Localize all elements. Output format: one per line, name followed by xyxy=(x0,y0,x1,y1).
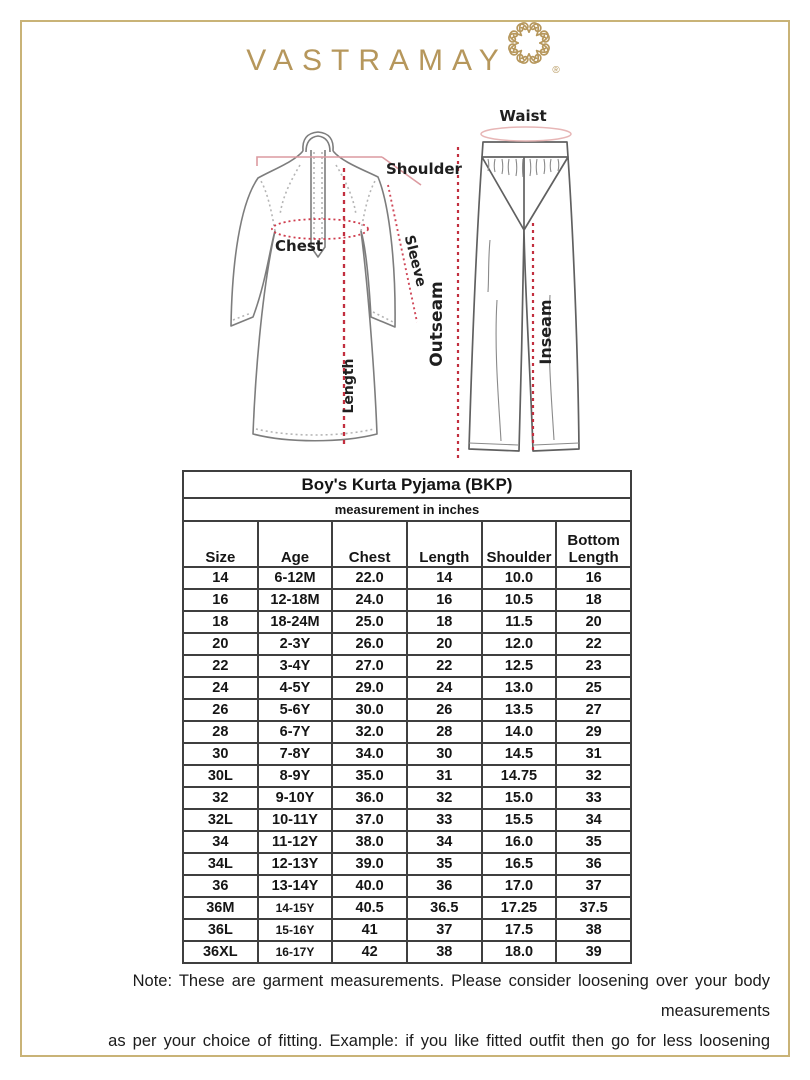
table-cell: 34 xyxy=(183,831,258,853)
table-title: Boy's Kurta Pyjama (BKP) xyxy=(183,471,631,498)
table-cell: 35 xyxy=(556,831,631,853)
sleeve-label: Sleeve xyxy=(400,233,429,289)
table-cell: 39.0 xyxy=(332,853,407,875)
table-cell: 6-12M xyxy=(258,567,333,589)
waist-line xyxy=(481,127,571,141)
table-cell: 27 xyxy=(556,699,631,721)
table-cell: 16-17Y xyxy=(258,941,333,963)
table-cell: 29.0 xyxy=(332,677,407,699)
table-cell: 38 xyxy=(407,941,482,963)
shoulder-label: Shoulder xyxy=(386,160,462,178)
table-cell: 22 xyxy=(183,655,258,677)
pyjama-outline xyxy=(469,142,579,451)
table-body xyxy=(183,567,631,963)
table-cell: 32L xyxy=(183,809,258,831)
table-row xyxy=(183,699,631,721)
table-cell: 38 xyxy=(556,919,631,941)
table-cell: 14.0 xyxy=(482,721,557,743)
chest-label: Chest xyxy=(275,237,323,255)
table-cell: 6-7Y xyxy=(258,721,333,743)
table-cell: 34.0 xyxy=(332,743,407,765)
table-cell: 24 xyxy=(183,677,258,699)
table-cell: 14.75 xyxy=(482,765,557,787)
table-cell: 17.25 xyxy=(482,897,557,919)
table-cell: 22 xyxy=(407,655,482,677)
table-cell: 40.0 xyxy=(332,875,407,897)
table-cell: 10.0 xyxy=(482,567,557,589)
table-cell: 20 xyxy=(183,633,258,655)
table-cell: 32 xyxy=(407,787,482,809)
table-cell: 33 xyxy=(556,787,631,809)
brand-logo xyxy=(246,44,560,78)
table-cell: 10-11Y xyxy=(258,809,333,831)
table-cell: 37 xyxy=(556,875,631,897)
table-cell: 13-14Y xyxy=(258,875,333,897)
table-cell: 36 xyxy=(183,875,258,897)
note-line-1: Note: These are garment measurements. Please consider loosening over your body measurements xyxy=(132,972,770,1020)
registered-trademark-symbol: ® xyxy=(552,65,560,76)
table-row xyxy=(183,677,631,699)
table-cell: 34 xyxy=(407,831,482,853)
table-cell: 32 xyxy=(556,765,631,787)
table-row xyxy=(183,633,631,655)
note-text xyxy=(40,966,770,1056)
length-label: Length xyxy=(341,358,357,414)
table-cell: 16 xyxy=(556,567,631,589)
table-cell: 15.0 xyxy=(482,787,557,809)
table-row xyxy=(183,787,631,809)
table-header-row xyxy=(183,521,631,567)
table-cell: 30.0 xyxy=(332,699,407,721)
table-row xyxy=(183,655,631,677)
table-row xyxy=(183,567,631,589)
table-cell: 31 xyxy=(556,743,631,765)
table-cell: 2-3Y xyxy=(258,633,333,655)
brand-header xyxy=(0,44,810,78)
table-row xyxy=(183,831,631,853)
table-row xyxy=(183,721,631,743)
table-cell: 12.5 xyxy=(482,655,557,677)
table-cell: 18-24M xyxy=(258,611,333,633)
table-cell: 26 xyxy=(407,699,482,721)
table-cell: 17.5 xyxy=(482,919,557,941)
table-cell: 36M xyxy=(183,897,258,919)
waist-label: Waist xyxy=(499,107,547,125)
table-cell: 16.5 xyxy=(482,853,557,875)
table-cell: 30 xyxy=(183,743,258,765)
table-row xyxy=(183,743,631,765)
table-cell: 14 xyxy=(183,567,258,589)
table-title-row xyxy=(183,471,631,498)
table-cell: 13.0 xyxy=(482,677,557,699)
table-cell: 5-6Y xyxy=(258,699,333,721)
table-cell: 35 xyxy=(407,853,482,875)
table-cell: 26 xyxy=(183,699,258,721)
table-subtitle: measurement in inches xyxy=(183,498,631,521)
table-row xyxy=(183,611,631,633)
table-cell: 16 xyxy=(407,589,482,611)
kurta-outline xyxy=(231,132,395,441)
brand-name: VASTRAMAY xyxy=(246,44,508,77)
table-cell: 37 xyxy=(407,919,482,941)
table-cell: 12-18M xyxy=(258,589,333,611)
table-cell: 22 xyxy=(556,633,631,655)
table-cell: 31 xyxy=(407,765,482,787)
table-cell: 12-13Y xyxy=(258,853,333,875)
table-cell: 25 xyxy=(556,677,631,699)
table-cell: 38.0 xyxy=(332,831,407,853)
floral-mandala-icon xyxy=(504,18,554,68)
table-row xyxy=(183,853,631,875)
table-cell: 15-16Y xyxy=(258,919,333,941)
table-cell: 39 xyxy=(556,941,631,963)
table-cell: 36.0 xyxy=(332,787,407,809)
table-cell: 23 xyxy=(556,655,631,677)
column-header-chest: Chest xyxy=(332,521,407,567)
column-header-size: Size xyxy=(183,521,258,567)
table-cell: 34 xyxy=(556,809,631,831)
table-cell: 20 xyxy=(407,633,482,655)
size-chart-table xyxy=(182,470,632,964)
table-cell: 13.5 xyxy=(482,699,557,721)
table-cell: 7-8Y xyxy=(258,743,333,765)
table-cell: 8-9Y xyxy=(258,765,333,787)
table-cell: 42 xyxy=(332,941,407,963)
table-cell: 11-12Y xyxy=(258,831,333,853)
table-cell: 35.0 xyxy=(332,765,407,787)
table-row xyxy=(183,875,631,897)
table-cell: 18 xyxy=(556,589,631,611)
table-row xyxy=(183,765,631,787)
table-row xyxy=(183,589,631,611)
table-cell: 36 xyxy=(556,853,631,875)
table-cell: 33 xyxy=(407,809,482,831)
inseam-label: Inseam xyxy=(536,299,555,365)
table-cell: 14-15Y xyxy=(258,897,333,919)
table-cell: 32 xyxy=(183,787,258,809)
table-cell: 36.5 xyxy=(407,897,482,919)
table-cell: 37.5 xyxy=(556,897,631,919)
measurement-diagram xyxy=(180,100,650,470)
table-cell: 11.5 xyxy=(482,611,557,633)
table-cell: 9-10Y xyxy=(258,787,333,809)
table-cell: 4-5Y xyxy=(258,677,333,699)
table-row xyxy=(183,897,631,919)
table-cell: 36XL xyxy=(183,941,258,963)
table-row xyxy=(183,809,631,831)
column-header-shoulder: Shoulder xyxy=(482,521,557,567)
table-cell: 34L xyxy=(183,853,258,875)
table-cell: 22.0 xyxy=(332,567,407,589)
table-cell: 14 xyxy=(407,567,482,589)
table-cell: 28 xyxy=(407,721,482,743)
table-cell: 32.0 xyxy=(332,721,407,743)
table-cell: 3-4Y xyxy=(258,655,333,677)
table-row xyxy=(183,919,631,941)
table-cell: 29 xyxy=(556,721,631,743)
table-cell: 18 xyxy=(407,611,482,633)
table-cell: 36 xyxy=(407,875,482,897)
table-cell: 20 xyxy=(556,611,631,633)
table-cell: 41 xyxy=(332,919,407,941)
table-cell: 16.0 xyxy=(482,831,557,853)
table-cell: 24.0 xyxy=(332,589,407,611)
table-cell: 25.0 xyxy=(332,611,407,633)
table-subtitle-row xyxy=(183,498,631,521)
table-cell: 18.0 xyxy=(482,941,557,963)
table-cell: 37.0 xyxy=(332,809,407,831)
table-cell: 17.0 xyxy=(482,875,557,897)
outseam-label: Outseam xyxy=(427,281,447,367)
table-cell: 16 xyxy=(183,589,258,611)
column-header-age: Age xyxy=(258,521,333,567)
table-cell: 15.5 xyxy=(482,809,557,831)
column-header-length: Length xyxy=(407,521,482,567)
table-cell: 36L xyxy=(183,919,258,941)
note-line-2: as per your choice of fitting. Example: if you like fitted outfit then go for less loosening xyxy=(108,1032,770,1050)
table-row xyxy=(183,941,631,963)
table-cell: 24 xyxy=(407,677,482,699)
table-cell: 30 xyxy=(407,743,482,765)
table-cell: 26.0 xyxy=(332,633,407,655)
table-cell: 28 xyxy=(183,721,258,743)
table-cell: 30L xyxy=(183,765,258,787)
table-cell: 27.0 xyxy=(332,655,407,677)
table-cell: 18 xyxy=(183,611,258,633)
table-cell: 40.5 xyxy=(332,897,407,919)
table-cell: 12.0 xyxy=(482,633,557,655)
table-cell: 10.5 xyxy=(482,589,557,611)
column-header-bottom-length: Bottom Length xyxy=(556,521,631,567)
table-cell: 14.5 xyxy=(482,743,557,765)
